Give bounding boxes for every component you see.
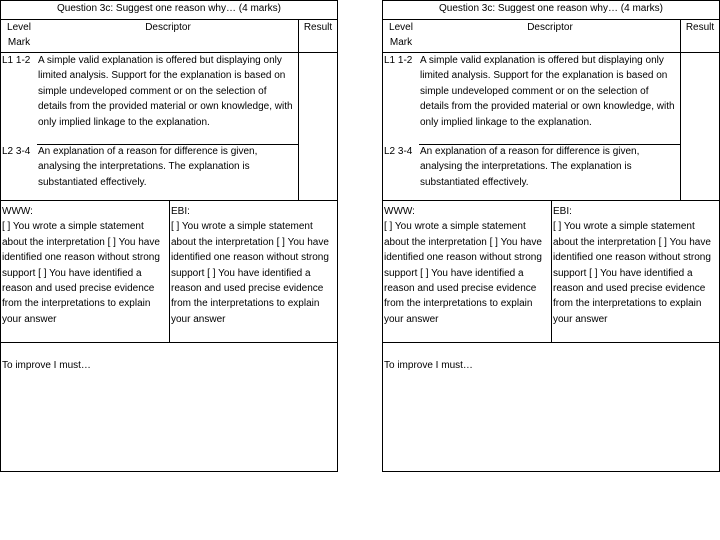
www-section	[2, 204, 168, 327]
feedback-card-left	[0, 0, 338, 472]
ebi-section	[171, 204, 337, 327]
header-result: Result	[685, 22, 715, 33]
level-2-mark: L2 3-4	[2, 146, 31, 157]
level-2-mark: L2 3-4	[384, 146, 413, 157]
header-level-mark: Level Mark	[389, 22, 413, 48]
level-1-descriptor: A simple valid explanation is offered but displaying only limited analysis. Support for the explanation is based on simple undeveloped comment or on the selection of details from the provided material or own knowledge, with only implied linkage to the explanation.	[420, 55, 675, 128]
www-title: WWW:	[384, 206, 415, 217]
www-checklist: [ ] You wrote a simple statement about the interpretation [ ] You have identified one reason without strong support [ ] You have identified a reason and used precise evidence from the interpretations to explain your answer	[2, 221, 160, 325]
level-1-mark: L1 1-2	[2, 55, 31, 66]
level-1-mark: L1 1-2	[384, 55, 413, 66]
ebi-checklist: [ ] You wrote a simple statement about the interpretation [ ] You have identified one reason without strong support [ ] You have identified a reason and used precise evidence from the interpretations to explain your answer	[553, 221, 711, 325]
www-ebi-divider	[551, 200, 552, 342]
result-column-divider	[680, 20, 681, 200]
improve-prompt: To improve I must…	[384, 360, 473, 371]
level-2-descriptor: An explanation of a reason for difference is given, analysing the interpretations. The explanation is substantiated effectively.	[38, 146, 258, 188]
question-title: Question 3c: Suggest one reason why… (4 marks)	[1, 1, 337, 20]
question-title: Question 3c: Suggest one reason why… (4 marks)	[383, 1, 719, 20]
www-checklist: [ ] You wrote a simple statement about the interpretation [ ] You have identified one reason without strong support [ ] You have identified a reason and used precise evidence from the interpretations to explain your answer	[384, 221, 542, 325]
level-1-descriptor: A simple valid explanation is offered but displaying only limited analysis. Support for the explanation is based on simple undeveloped comment or on the selection of details from the provided material or own knowledge, with only implied linkage to the explanation.	[38, 55, 293, 128]
result-column-divider	[298, 20, 299, 200]
improve-divider	[1, 342, 337, 343]
improve-divider	[383, 342, 719, 343]
feedback-card-right	[382, 0, 720, 472]
header-result: Result	[303, 22, 333, 33]
ebi-title: EBI:	[171, 206, 190, 217]
ebi-section	[553, 204, 719, 327]
ebi-checklist: [ ] You wrote a simple statement about the interpretation [ ] You have identified one reason without strong support [ ] You have identified a reason and used precise evidence from the interpretations to explain your answer	[171, 221, 329, 325]
improve-prompt: To improve I must…	[2, 360, 91, 371]
header-level-mark: Level Mark	[7, 22, 31, 48]
www-section	[384, 204, 550, 327]
www-title: WWW:	[2, 206, 33, 217]
www-ebi-divider	[169, 200, 170, 342]
header-descriptor: Descriptor	[527, 22, 573, 33]
header-descriptor: Descriptor	[145, 22, 191, 33]
level-2-descriptor: An explanation of a reason for difference is given, analysing the interpretations. The explanation is substantiated effectively.	[420, 146, 640, 188]
ebi-title: EBI:	[553, 206, 572, 217]
